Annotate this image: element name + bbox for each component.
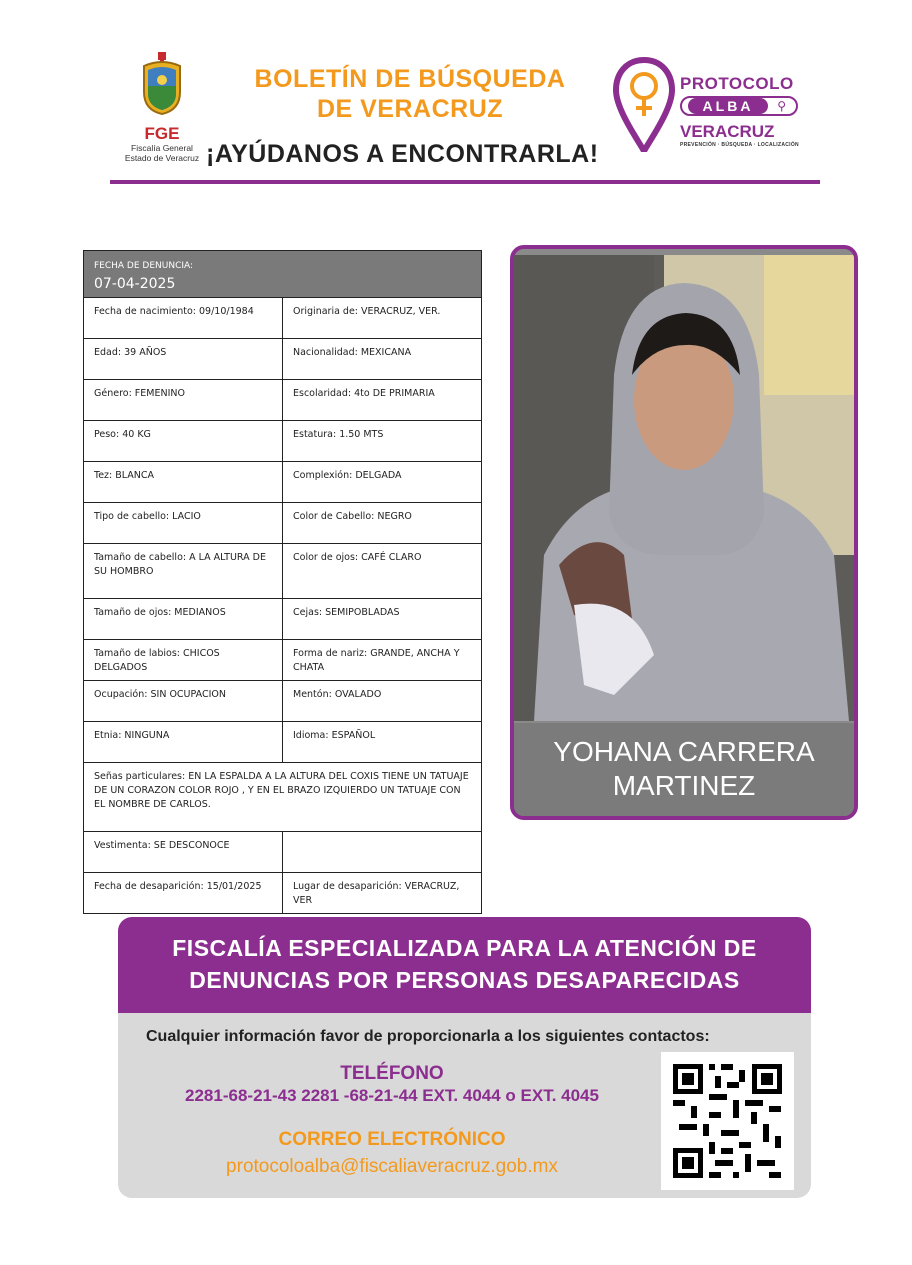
- nose-shape: Forma de nariz: GRANDE, ANCHA Y CHATA: [283, 640, 482, 681]
- disappearance-place: Lugar de desaparición: VERACRUZ, VER: [283, 873, 482, 914]
- table-row: [84, 503, 482, 544]
- veracruz-shield-icon: [138, 52, 186, 116]
- email-label: CORREO ELECTRÓNICO: [278, 1129, 506, 1150]
- person-photo: [514, 255, 854, 721]
- age: Edad: 39 AÑOS: [84, 339, 283, 380]
- bulletin-title-line1: BOLETÍN DE BÚSQUEDA: [254, 65, 566, 93]
- qr-code[interactable]: [661, 1052, 794, 1190]
- height: Estatura: 1.50 MTS: [283, 421, 482, 462]
- eyebrows: Cejas: SEMIPOBLADAS: [283, 599, 482, 640]
- table-row: [84, 462, 482, 503]
- clothing: Vestimenta: SE DESCONOCE: [84, 832, 283, 873]
- table-row: [84, 873, 482, 914]
- build: Complexión: DELGADA: [283, 462, 482, 503]
- alba-pill: [680, 96, 798, 116]
- table-row: [84, 298, 482, 339]
- eye-size: Tamaño de ojos: MEDIANOS: [84, 599, 283, 640]
- table-row: [84, 640, 482, 681]
- fge-abbr: FGE: [144, 124, 180, 143]
- occupation: Ocupación: SIN OCUPACION: [84, 681, 283, 722]
- contact-intro: Cualquier información favor de proporcionarla a los siguientes contactos:: [146, 1028, 710, 1045]
- fiscalia-banner: [118, 917, 811, 1013]
- person-photo-illustration-icon: [514, 255, 854, 721]
- person-name: [514, 723, 854, 820]
- person-details-table: [83, 250, 482, 914]
- table-row: [84, 763, 482, 832]
- table-row: [84, 339, 482, 380]
- alba-pill-text: ALBA: [688, 98, 768, 114]
- email-link[interactable]: protocoloalba@fiscaliaveracruz.gob.mx: [226, 1156, 558, 1177]
- table-row: [84, 544, 482, 599]
- language: Idioma: ESPAÑOL: [283, 722, 482, 763]
- eye-color: Color de ojos: CAFÉ CLARO: [283, 544, 482, 599]
- qr-code-icon: [661, 1052, 794, 1190]
- weight: Peso: 40 KG: [84, 421, 283, 462]
- bulletin-title: [230, 64, 590, 124]
- report-date-label: FECHA DE DENUNCIA:: [94, 261, 194, 271]
- alba-line3: VERACRUZ: [680, 122, 775, 141]
- person-photo-card: [510, 245, 858, 820]
- alba-tagline: PREVENCIÓN · BÚSQUEDA · LOCALIZACIÓN: [680, 142, 799, 148]
- ethnicity: Etnia: NINGUNA: [84, 722, 283, 763]
- fiscalia-line1: FISCALÍA ESPECIALIZADA PARA LA ATENCIÓN DE: [172, 935, 757, 961]
- report-date-value: 07-04-2025: [94, 276, 176, 292]
- hair-color: Color de Cabello: NEGRO: [283, 503, 482, 544]
- location-pin-female-icon: [612, 56, 676, 156]
- fge-line2: Estado de Veracruz: [124, 153, 200, 163]
- fge-logo: [118, 52, 206, 170]
- table-row: [84, 380, 482, 421]
- alba-line1: PROTOCOLO: [680, 74, 794, 93]
- bulletin-title-line2: DE VERACRUZ: [316, 95, 504, 123]
- table-row: [84, 599, 482, 640]
- header-divider: [110, 180, 820, 184]
- phone-value[interactable]: 2281-68-21-43 2281 -68-21-44 EXT. 4044 o EXT. 4045: [185, 1086, 599, 1105]
- fge-line1: Fiscalía General: [131, 143, 193, 153]
- person-name-line2: MARTINEZ: [612, 770, 756, 801]
- empty-cell: [283, 832, 482, 873]
- phone-label: TELÉFONO: [340, 1063, 444, 1084]
- complexion-skin: Tez: BLANCA: [84, 462, 283, 503]
- hair-type: Tipo de cabello: LACIO: [84, 503, 283, 544]
- schooling: Escolaridad: 4to DE PRIMARIA: [283, 380, 482, 421]
- report-date-cell: [84, 251, 482, 298]
- particular-signs: Señas particulares: EN LA ESPALDA A LA ALTURA DEL COXIS TIENE UN TATUAJE DE UN CORAZON COLOR ROJO , Y EN EL BRAZO IZQUIERDO UN TATUAJE CON EL NOMBRE DE CARLOS.: [84, 763, 482, 832]
- report-date-row: [84, 251, 482, 298]
- table-row: [84, 681, 482, 722]
- birth-date: Fecha de nacimiento: 09/10/1984: [84, 298, 283, 339]
- disappearance-date: Fecha de desaparición: 15/01/2025: [84, 873, 283, 914]
- hair-length: Tamaño de cabello: A LA ALTURA DE SU HOMBRO: [84, 544, 283, 599]
- chin: Mentón: OVALADO: [283, 681, 482, 722]
- gender: Género: FEMENINO: [84, 380, 283, 421]
- help-subtitle: ¡AYÚDANOS A ENCONTRARLA!: [206, 140, 599, 168]
- table-row: [84, 832, 482, 873]
- magnifier-icon: ⚲: [777, 99, 786, 113]
- person-name-line1: YOHANA CARRERA: [553, 736, 815, 767]
- nationality: Nacionalidad: MEXICANA: [283, 339, 482, 380]
- protocolo-alba-logo: [680, 74, 810, 148]
- lip-size: Tamaño de labios: CHICOS DELGADOS: [84, 640, 283, 681]
- table-row: [84, 722, 482, 763]
- fiscalia-line2: DENUNCIAS POR PERSONAS DESAPARECIDAS: [189, 967, 740, 993]
- table-row: [84, 421, 482, 462]
- origin: Originaria de: VERACRUZ, VER.: [283, 298, 482, 339]
